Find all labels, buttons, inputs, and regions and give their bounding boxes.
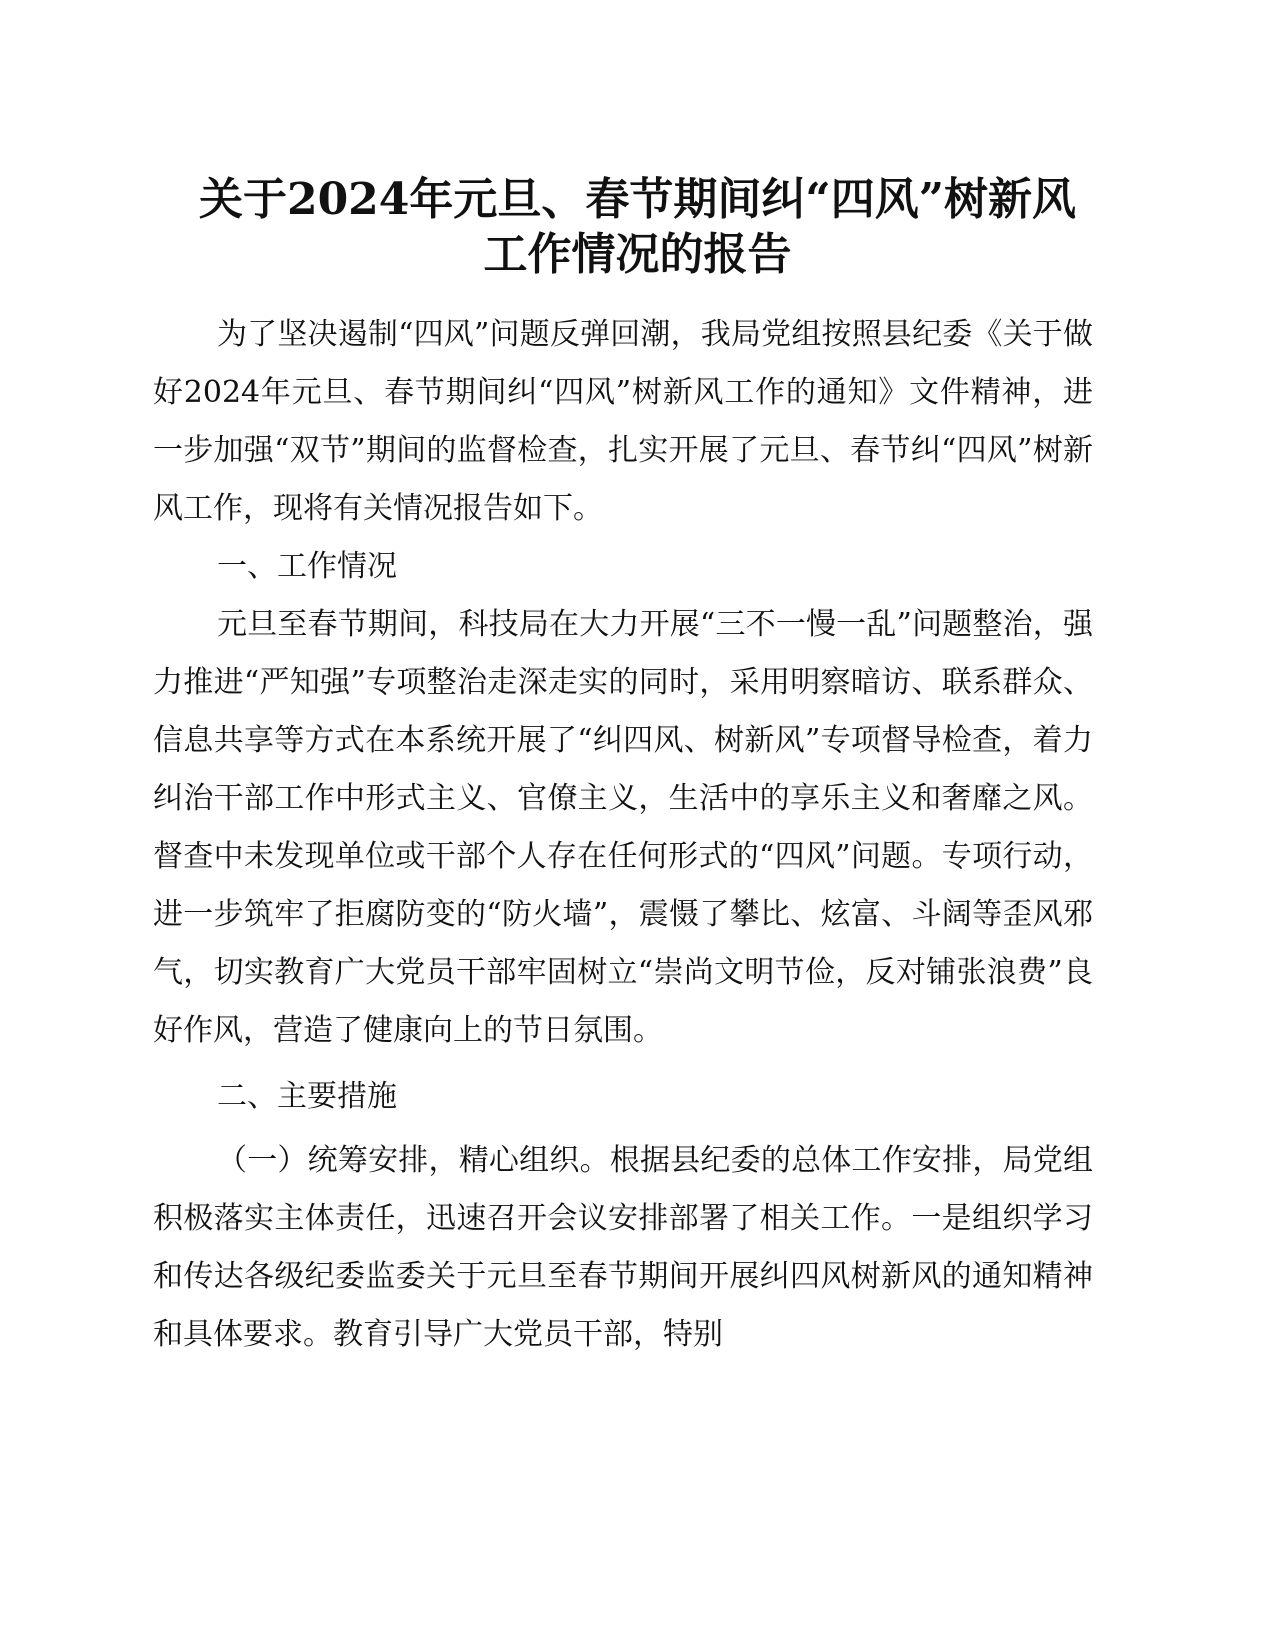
section-heading-work-status: 一、工作情况 <box>217 549 397 584</box>
title-line-1: 关于2024年元旦、春节期间纠“四风”树新风 <box>198 174 1077 225</box>
title-line-2: 工作情况的报告 <box>483 229 792 280</box>
intro-paragraph: 为了坚决遏制“四风”问题反弹回潮，我局党组按照县纪委《关于做好2024年元旦、春节期间纠“四风”树新风工作的通知》文件精神，进一步加强“双节”期间的监督检查，扎实开展了元旦、春节纠“四风”树新风工作，现将有关情况报告如下。 <box>153 317 1093 526</box>
document-body <box>153 306 1093 1364</box>
document-title <box>120 172 1155 282</box>
main-measures-paragraph: （一）统筹安排，精心组织。根据县纪委的总体工作安排，局党组积极落实主体责任，迅速召开会议安排部署了相关工作。一是组织学习和传达各级纪委监委关于元旦至春节期间开展纠四风树新风的通知精神和具体要求。教育引导广大党员干部，特别 <box>153 1143 1093 1352</box>
section-heading-main-measures: 二、主要措施 <box>217 1079 397 1114</box>
work-status-paragraph: 元旦至春节期间，科技局在大力开展“三不一慢一乱”问题整治，强力推进“严知强”专项整治走深走实的同时，采用明察暗访、联系群众、信息共享等方式在本系统开展了“纠四风、树新风”专项督导检查，着力纠治干部工作中形式主义、官僚主义，生活中的享乐主义和奢靡之风。督查中未发现单位或干部个人存在任何形式的“四风”问题。专项行动，进一步筑牢了拒腐防变的“防火墙”，震慑了攀比、炫富、斗阔等歪风邪气，切实教育广大党员干部牢固树立“崇尚文明节俭，反对铺张浪费”良好作风，营造了健康向上的节日氛围。 <box>153 607 1093 1048</box>
